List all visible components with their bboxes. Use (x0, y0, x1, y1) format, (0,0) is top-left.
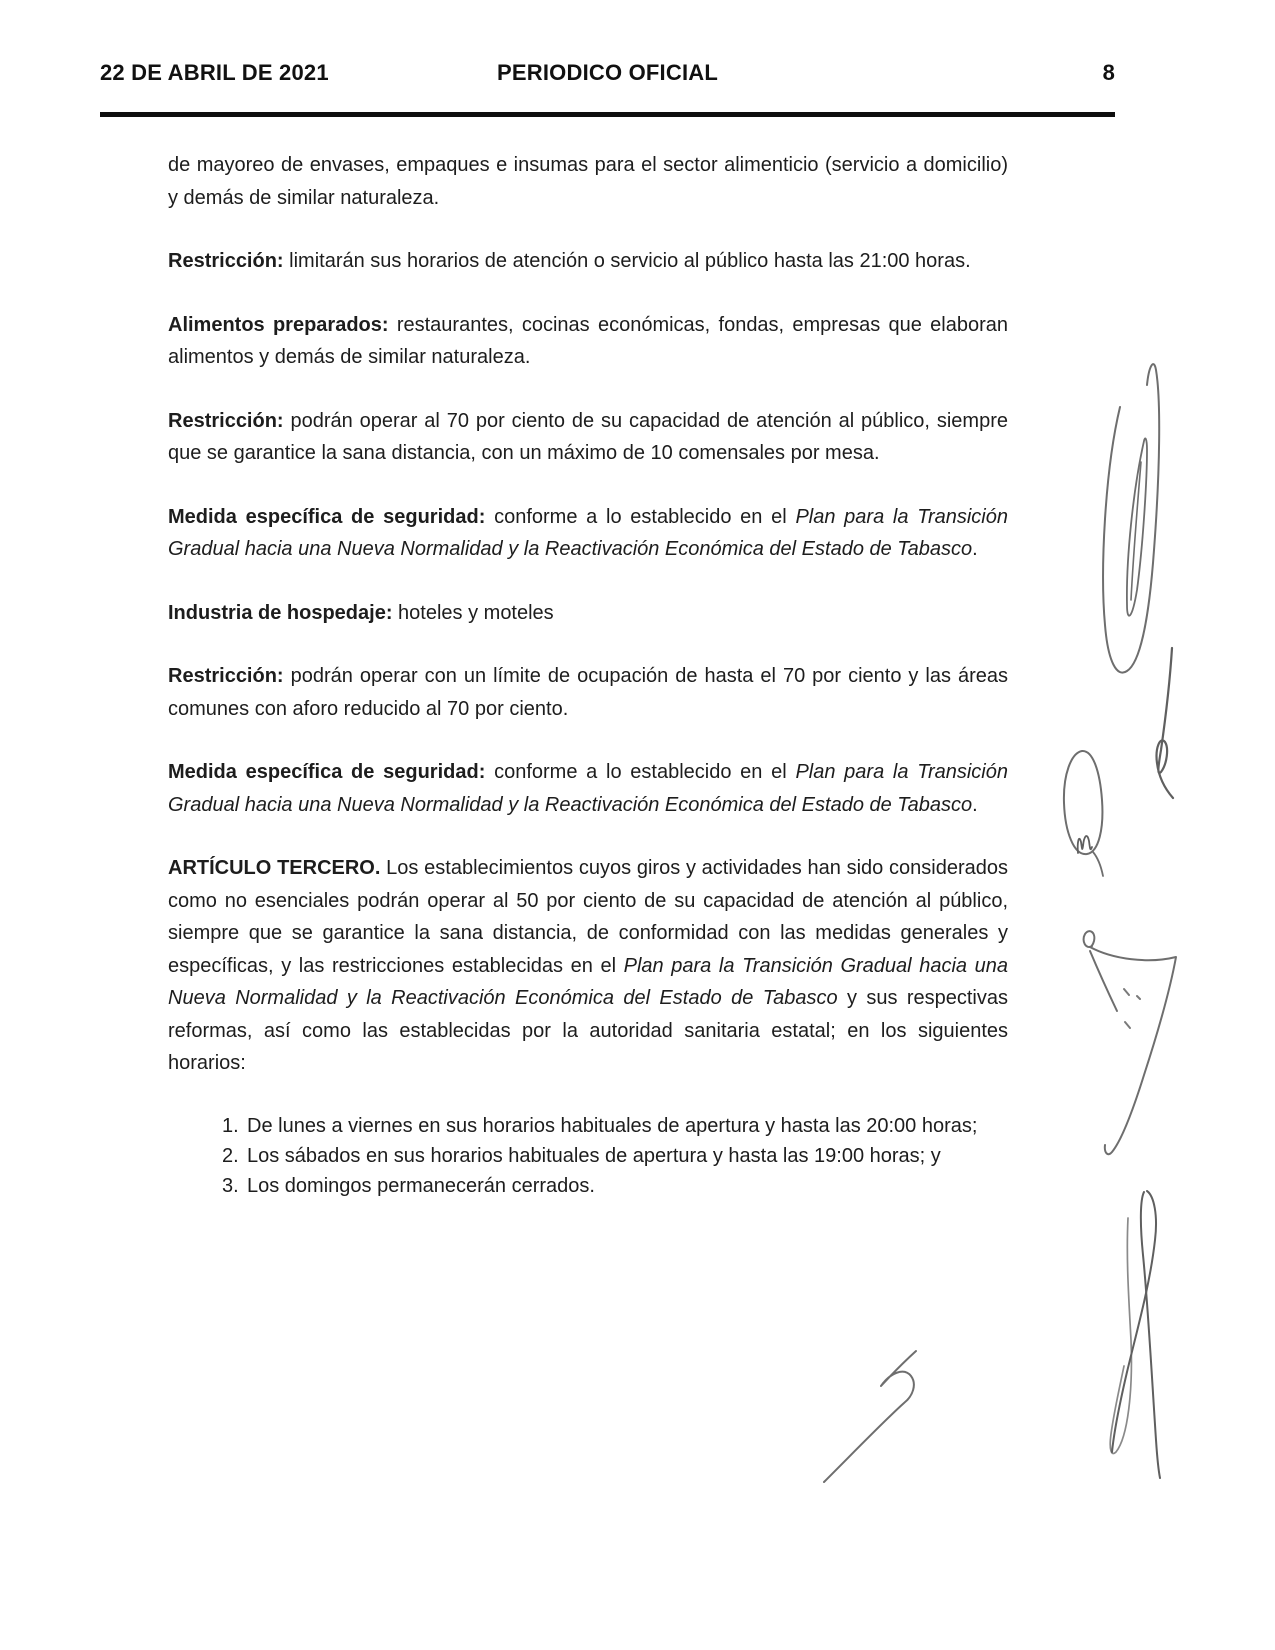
list-item (168, 1111, 1008, 1141)
pen-mark-seven-left-branch (1090, 951, 1117, 1011)
pen-mark-cross-loop-left (1112, 1191, 1156, 1452)
bold-run: ARTÍCULO TERCERO. (168, 857, 387, 879)
pen-mark-tall-hairpin-line (1131, 462, 1141, 600)
list-item-number: 3. (222, 1174, 239, 1197)
header-date: 22 DE ABRIL DE 2021 (100, 60, 329, 85)
bold-run: Restricción: (168, 665, 291, 687)
text-run: podrán operar al 70 por ciento de su capacidad de atención al público, siempre que se garantice la sana distancia, con un máximo de 10 comensales por mesa. (168, 409, 1008, 464)
pen-mark-oval-squiggle (1078, 836, 1092, 853)
bold-run: Industria de hospedaje: (168, 601, 399, 624)
text-run: limitarán sus horarios de atención o servicio al público hasta las 21:00 horas. (289, 250, 971, 272)
pen-mark-seven-loop-bar-diagonal (1084, 931, 1176, 1154)
header-page-number: 8 (1102, 60, 1115, 85)
horarios-list (168, 1111, 1008, 1201)
text-run: conforme a lo establecido en el (494, 761, 796, 783)
list-item-number: 1. (222, 1114, 239, 1137)
paragraph-continuation (168, 149, 1008, 214)
paragraph-industria-hospedaje (168, 597, 1008, 630)
pen-mark-five-figure (824, 1351, 916, 1482)
bold-run: Restricción: (168, 409, 291, 432)
paragraph-articulo-tercero (168, 852, 1008, 1080)
list-item (168, 1171, 1008, 1201)
italic-run: Plan para la Transición Gradual hacia una Nueva Normalidad y la Reactivación Económica del Estado de Tabasco (168, 505, 1008, 560)
paragraph-medida-seguridad-1 (168, 501, 1008, 566)
list-item-number: 2. (222, 1144, 239, 1167)
text-run: restaurantes, cocinas económicas, fondas, empresas que elaboran alimentos y demás de similar naturaleza. (168, 313, 1008, 368)
bold-run: Restricción: (168, 250, 290, 272)
italic-run: Plan para la Transición Gradual hacia una Nueva Normalidad y la Reactivación Económica del Estado de Tabasco (168, 954, 1008, 1009)
paragraph-medida-seguridad-2 (168, 756, 1008, 821)
pen-mark-oval-loop (1064, 751, 1103, 854)
paragraph-restriccion-horarios (168, 245, 1008, 278)
pen-mark-dots (1124, 989, 1140, 1028)
pen-mark-cross-loop-right (1141, 1192, 1160, 1478)
header-publication-title: PERIODICO OFICIAL (497, 60, 718, 85)
paragraph-alimentos-preparados (168, 309, 1008, 374)
header-rule (100, 112, 1115, 117)
text-run: Los establecimientos cuyos giros y actividades han sido considerados como no esenciales podrán operar al 50 por ciento de su capacidad de atención al público, siempre que se garantice la sana distancia, de conformidad con las medidas generales y específicas, y las restricciones establecidas en el (168, 857, 1008, 977)
list-item-text: Los domingos permanecerán cerrados. (247, 1174, 595, 1197)
document-body (168, 149, 1008, 1201)
text-run: . (972, 538, 978, 560)
italic-run: Plan para la Transición Gradual hacia una Nueva Normalidad y la Reactivación Económica del Estado de Tabasco (168, 761, 1008, 816)
text-run: y sus respectivas reformas, así como las establecidas por la autoridad sanitaria estatal; en los siguientes horarios: (168, 987, 1008, 1074)
list-item-text: De lunes a viernes en sus horarios habituales de apertura y hasta las 20:00 horas; (247, 1114, 978, 1137)
list-item-text: Los sábados en sus horarios habituales de apertura y hasta las 19:00 horas; y (247, 1144, 941, 1167)
pen-mark-oval-tail (1093, 852, 1103, 876)
list-item (168, 1141, 1008, 1171)
text-run: de mayoreo de envases, empaques e insumas para el sector alimenticio (servicio a domicilio) y demás de similar naturaleza. (168, 154, 1008, 209)
text-run: hoteles y moteles (398, 601, 554, 624)
pen-mark-tall-hairpin-outer (1103, 364, 1159, 672)
page-header (100, 60, 1115, 86)
paragraph-restriccion-ocupacion (168, 660, 1008, 725)
bold-run: Medida específica de seguridad: (168, 505, 495, 528)
bold-run: Alimentos preparados: (168, 313, 397, 336)
bold-run: Medida específica de seguridad: (168, 761, 495, 783)
text-run: . (972, 793, 978, 816)
pen-mark-tall-hairpin-inner (1127, 438, 1147, 615)
pen-mark-cross-light-stroke (1110, 1218, 1131, 1453)
pen-mark-d-flourish (1157, 648, 1173, 798)
text-run: podrán operar con un límite de ocupación de hasta el 70 por ciento y las áreas comunes con aforo reducido al 70 por ciento. (168, 665, 1008, 720)
text-run: conforme a lo establecido en el (494, 505, 796, 528)
paragraph-restriccion-capacidad (168, 405, 1008, 470)
